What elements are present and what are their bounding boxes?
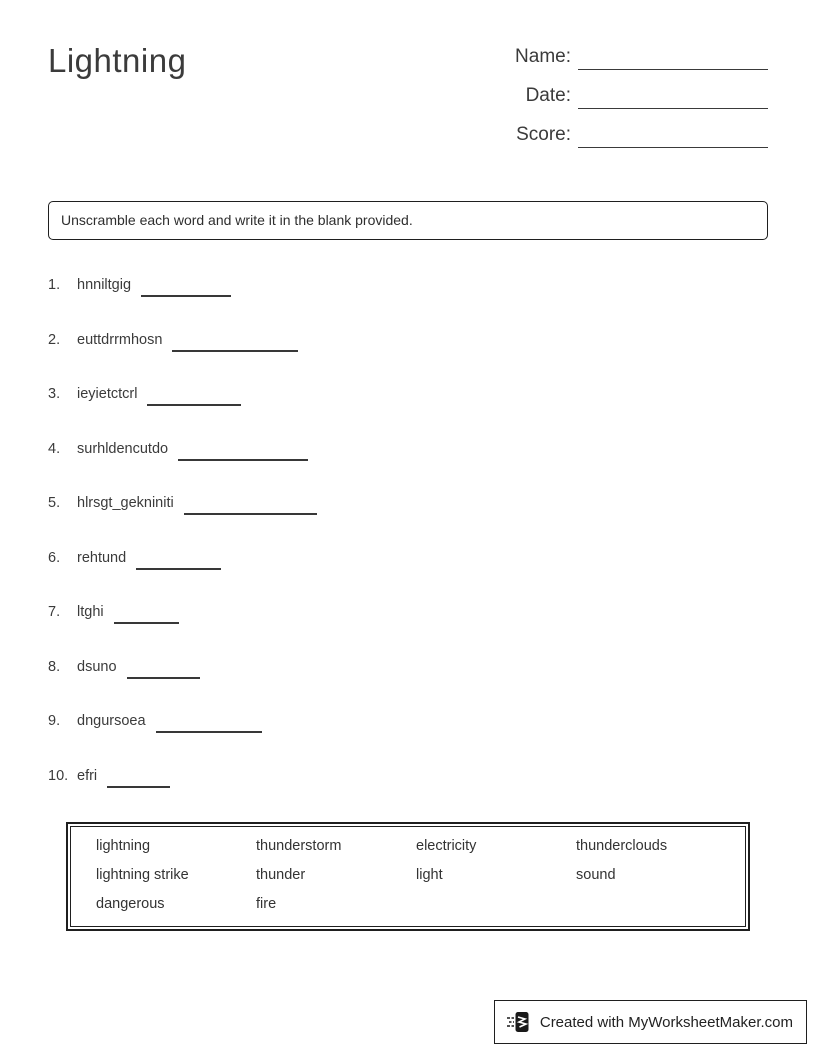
score-label: Score:	[516, 124, 571, 145]
instructions-box	[48, 201, 768, 240]
item-number: 7.	[48, 604, 61, 620]
scrambled-word-item	[48, 441, 768, 461]
item-answer-blank	[147, 386, 241, 406]
item-scrambled-word: rehtund	[77, 549, 127, 566]
item-number: 9.	[48, 713, 61, 729]
item-number: 2.	[48, 331, 61, 348]
header-fields	[509, 46, 768, 148]
score-field-row	[509, 124, 768, 148]
scrambled-word-item	[48, 768, 768, 788]
credit-link[interactable]: Created with MyWorksheetMaker.com	[539, 1013, 793, 1031]
name-blank-line	[578, 49, 768, 70]
item-scrambled-word: dngursoea	[77, 713, 146, 729]
date-label: Date:	[525, 85, 571, 106]
item-number: 1.	[48, 277, 61, 293]
word-bank-word: thunderclouds	[576, 838, 668, 854]
scrambled-word-item	[48, 495, 768, 515]
page-title: Lightning	[48, 42, 187, 79]
worksheet-header	[48, 0, 768, 148]
item-answer-blank	[136, 550, 221, 570]
item-number: 8.	[48, 658, 61, 675]
item-number: 3.	[48, 386, 61, 402]
item-answer-blank	[127, 659, 200, 679]
scrambled-word-list	[48, 277, 768, 788]
item-scrambled-word: ltghi	[77, 604, 104, 620]
name-field-row	[509, 46, 768, 70]
word-bank-grid	[96, 838, 720, 913]
instructions-text: Unscramble each word and write it in the blank provided.	[61, 212, 413, 228]
worksheet-maker-logo-icon	[506, 1009, 532, 1035]
item-scrambled-word: surhldencutdo	[77, 440, 169, 457]
item-answer-blank	[156, 713, 262, 733]
word-bank-word: sound	[576, 867, 616, 883]
item-scrambled-word: hnniltgig	[77, 277, 132, 293]
item-number: 5.	[48, 495, 61, 511]
word-bank-word: lightning	[96, 838, 151, 854]
word-bank	[66, 822, 750, 931]
scrambled-word-item	[48, 659, 768, 679]
date-field-row	[509, 85, 768, 109]
word-bank-word: thunderstorm	[256, 838, 342, 854]
item-answer-blank	[107, 768, 170, 788]
scrambled-word-item	[48, 713, 768, 733]
item-scrambled-word: euttdrrmhosn	[77, 331, 163, 348]
word-bank-word: thunder	[256, 867, 306, 883]
item-answer-blank	[184, 495, 317, 515]
item-scrambled-word: ieyietctcrl	[77, 386, 138, 402]
word-bank-word: lightning strike	[96, 867, 189, 883]
item-answer-blank	[178, 441, 308, 461]
scrambled-word-item	[48, 604, 768, 624]
credit-footer	[494, 1000, 807, 1044]
scrambled-word-item	[48, 332, 768, 352]
word-bank-word: light	[416, 867, 443, 883]
item-answer-blank	[141, 277, 231, 297]
scrambled-word-item	[48, 277, 768, 297]
item-number: 6.	[48, 549, 61, 566]
word-bank-inner-border	[70, 826, 746, 927]
word-bank-word: electricity	[416, 838, 477, 854]
score-blank-line	[578, 127, 768, 148]
date-blank-line	[578, 88, 768, 109]
scrambled-word-item	[48, 386, 768, 406]
name-label: Name:	[515, 46, 571, 67]
item-scrambled-word: efri	[77, 767, 98, 784]
word-bank-word: dangerous	[96, 896, 165, 912]
scrambled-word-item	[48, 550, 768, 570]
item-scrambled-word: hlrsgt_gekniniti	[77, 495, 174, 511]
word-bank-word: fire	[256, 896, 277, 912]
item-answer-blank	[114, 604, 179, 624]
item-scrambled-word: dsuno	[77, 658, 117, 675]
item-answer-blank	[172, 332, 298, 352]
item-number: 4.	[48, 440, 61, 457]
item-number: 10.	[48, 767, 69, 784]
